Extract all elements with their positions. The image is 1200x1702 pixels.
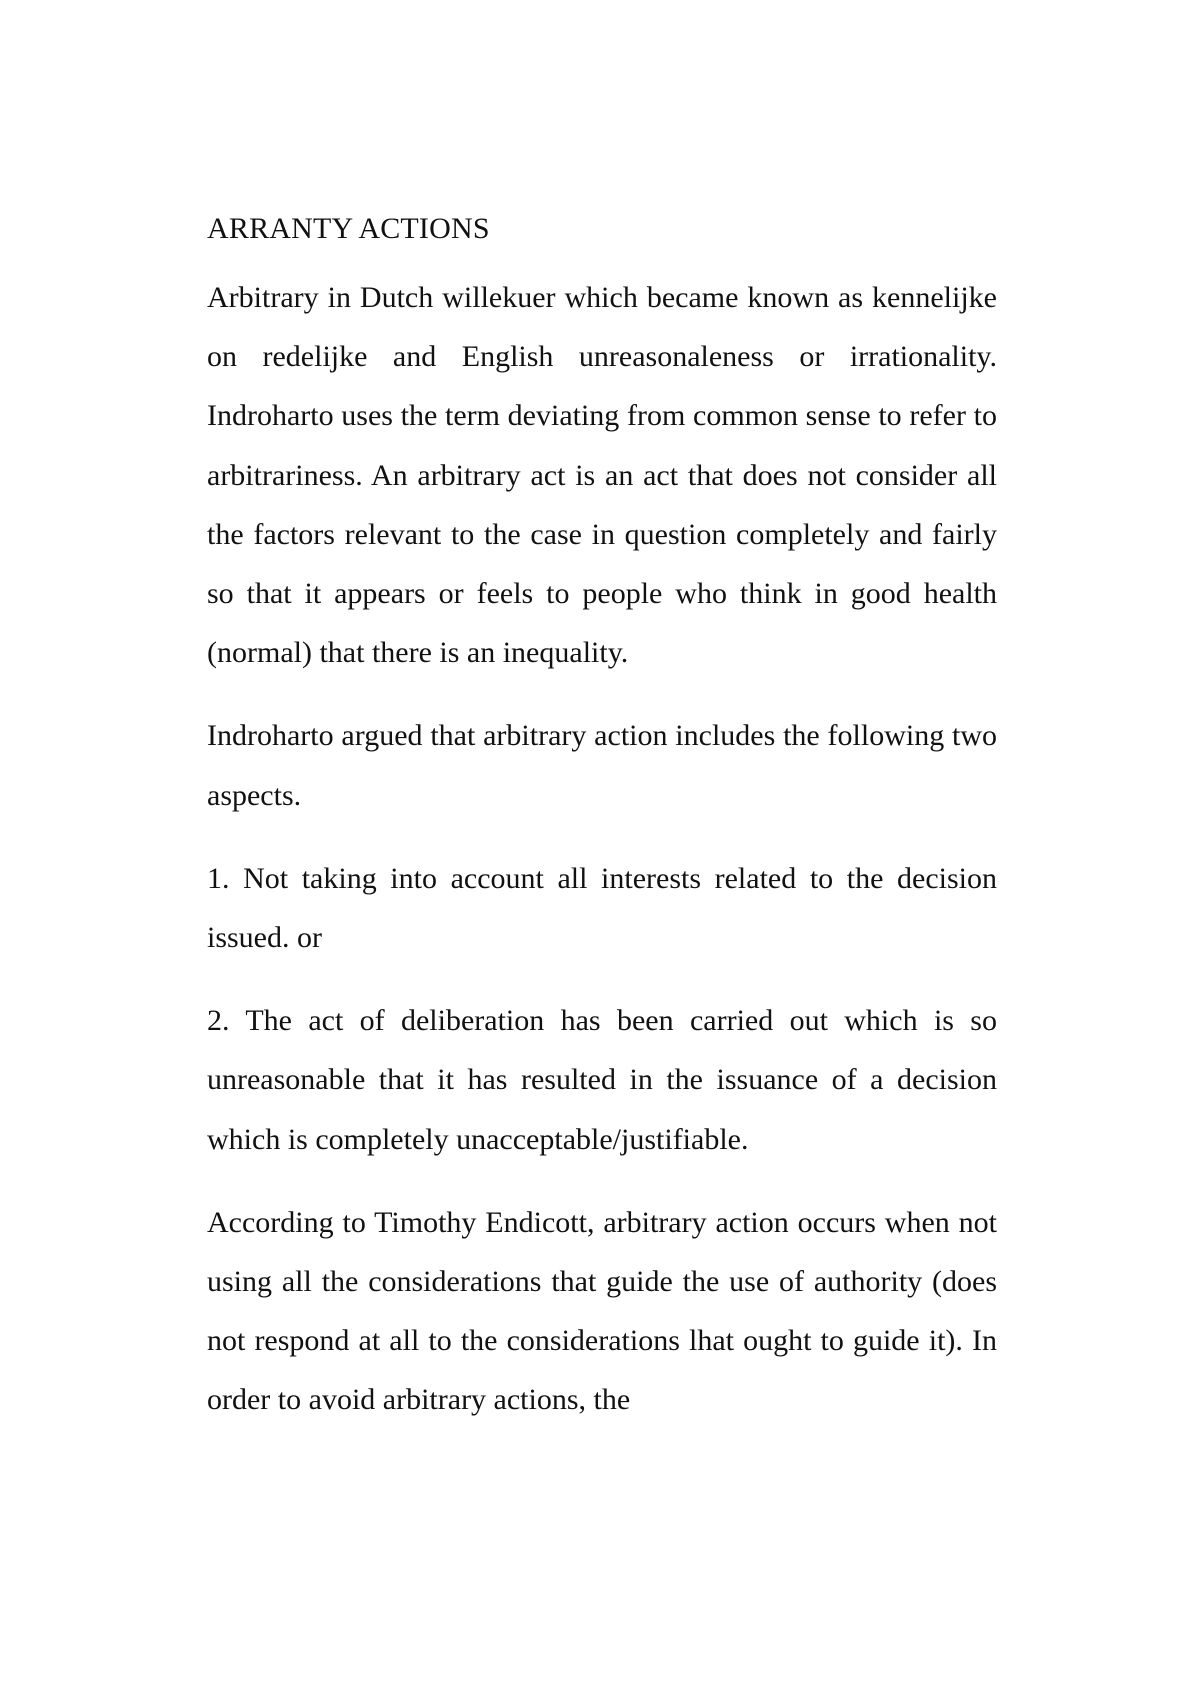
paragraph-endicott: According to Timothy Endicott, arbitrary action occurs when not using all the considerations that guide the use of authority (does not respond at all to the considerations lhat ought to guide it). In order to avoid arbitrary actions, the [207,1205,997,1417]
paragraph-indroharto-aspects: Indroharto argued that arbitrary action includes the following two aspects. [207,719,997,812]
list-item-aspect-1: 1. Not taking into account all interests related to the decision issued. or [207,861,997,955]
document-body [207,205,997,1430]
list-item-aspect-2: 2. The act of deliberation has been carried out which is so unreasonable that it has resulted in the issuance of a decision which is completely unacceptable/justifiable. [207,1004,997,1156]
paragraph-arbitrary-definition: Arbitrary in Dutch willekuer which became known as kennelijke on redelijke and English unreasonaleness or irrationality. Indroharto uses the term deviating from common sense to refer to arbitrariness. An arbitrary act is an act that does not consider all the factors relevant to the case in question completely and fairly so that it appears or feels to people who think in good health (normal) that there is an inequality. [207,281,997,670]
section-heading: ARRANTY ACTIONS [207,212,490,245]
